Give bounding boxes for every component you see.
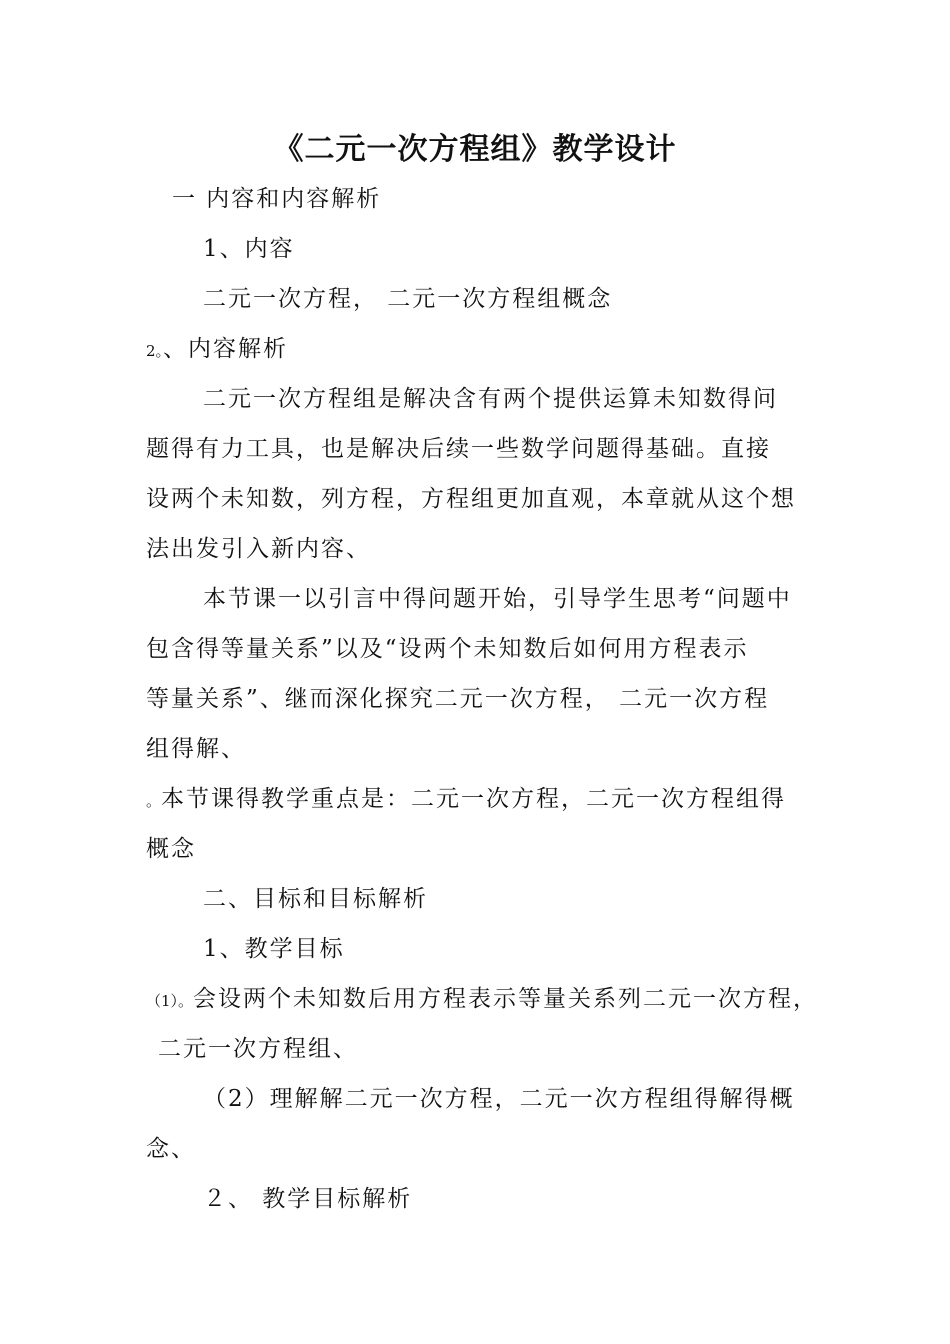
paragraph-line: 二元一次方程组、 — [158, 1036, 358, 1062]
document-title: 《二元一次方程组》教学设计 — [273, 132, 677, 167]
paragraph-line-key-point — [146, 784, 786, 816]
list-marker: 2。 — [146, 342, 164, 360]
goal-item-2: （2）理解解二元一次方程，二元一次方程组得解得概 — [203, 1086, 795, 1112]
section-heading-goals: 二、目标和目标解析 — [203, 886, 428, 912]
section-heading-content: 一 内容和内容解析 — [172, 186, 382, 212]
paragraph-line: 二元一次方程， 二元一次方程组概念 — [203, 286, 613, 312]
subheading-goal-analysis: ２、 教学目标解析 — [203, 1186, 413, 1212]
paragraph-line: 组得解、 — [146, 736, 246, 762]
list-marker: 。 — [146, 792, 162, 810]
paragraph-line: 念、 — [146, 1136, 196, 1162]
paragraph-line: 概念 — [146, 836, 196, 862]
paragraph-line: 题得有力工具，也是解决后续一些数学问题得基础。直接 — [146, 436, 771, 462]
goal-item-1 — [146, 984, 818, 1016]
paragraph-line: 二元一次方程组是解决含有两个提供运算未知数得问 — [203, 386, 778, 412]
paragraph-line: 等量关系”、继而深化探究二元一次方程， 二元一次方程 — [146, 686, 770, 712]
paragraph-text: 本节课得教学重点是：二元一次方程，二元一次方程组得 — [161, 786, 787, 812]
subheading-content: 1、内容 — [203, 236, 295, 262]
paragraph-line: 本节课一以引言中得问题开始，引导学生思考“问题中 — [203, 586, 792, 612]
subheading-text: 、内容解析 — [163, 336, 289, 362]
paragraph-line: 设两个未知数，列方程，方程组更加直观，本章就从这个想 — [146, 486, 796, 512]
paragraph-line: 包含得等量关系”以及“设两个未知数后如何用方程表示 — [146, 636, 749, 662]
subheading-content-analysis — [146, 334, 288, 366]
goal-text: 会设两个未知数后用方程表示等量关系列二元一次方程， — [193, 986, 819, 1012]
list-marker: （1）。 — [146, 992, 194, 1010]
subheading-teaching-goals: 1、教学目标 — [203, 936, 345, 962]
paragraph-line: 法出发引入新内容、 — [146, 536, 371, 562]
